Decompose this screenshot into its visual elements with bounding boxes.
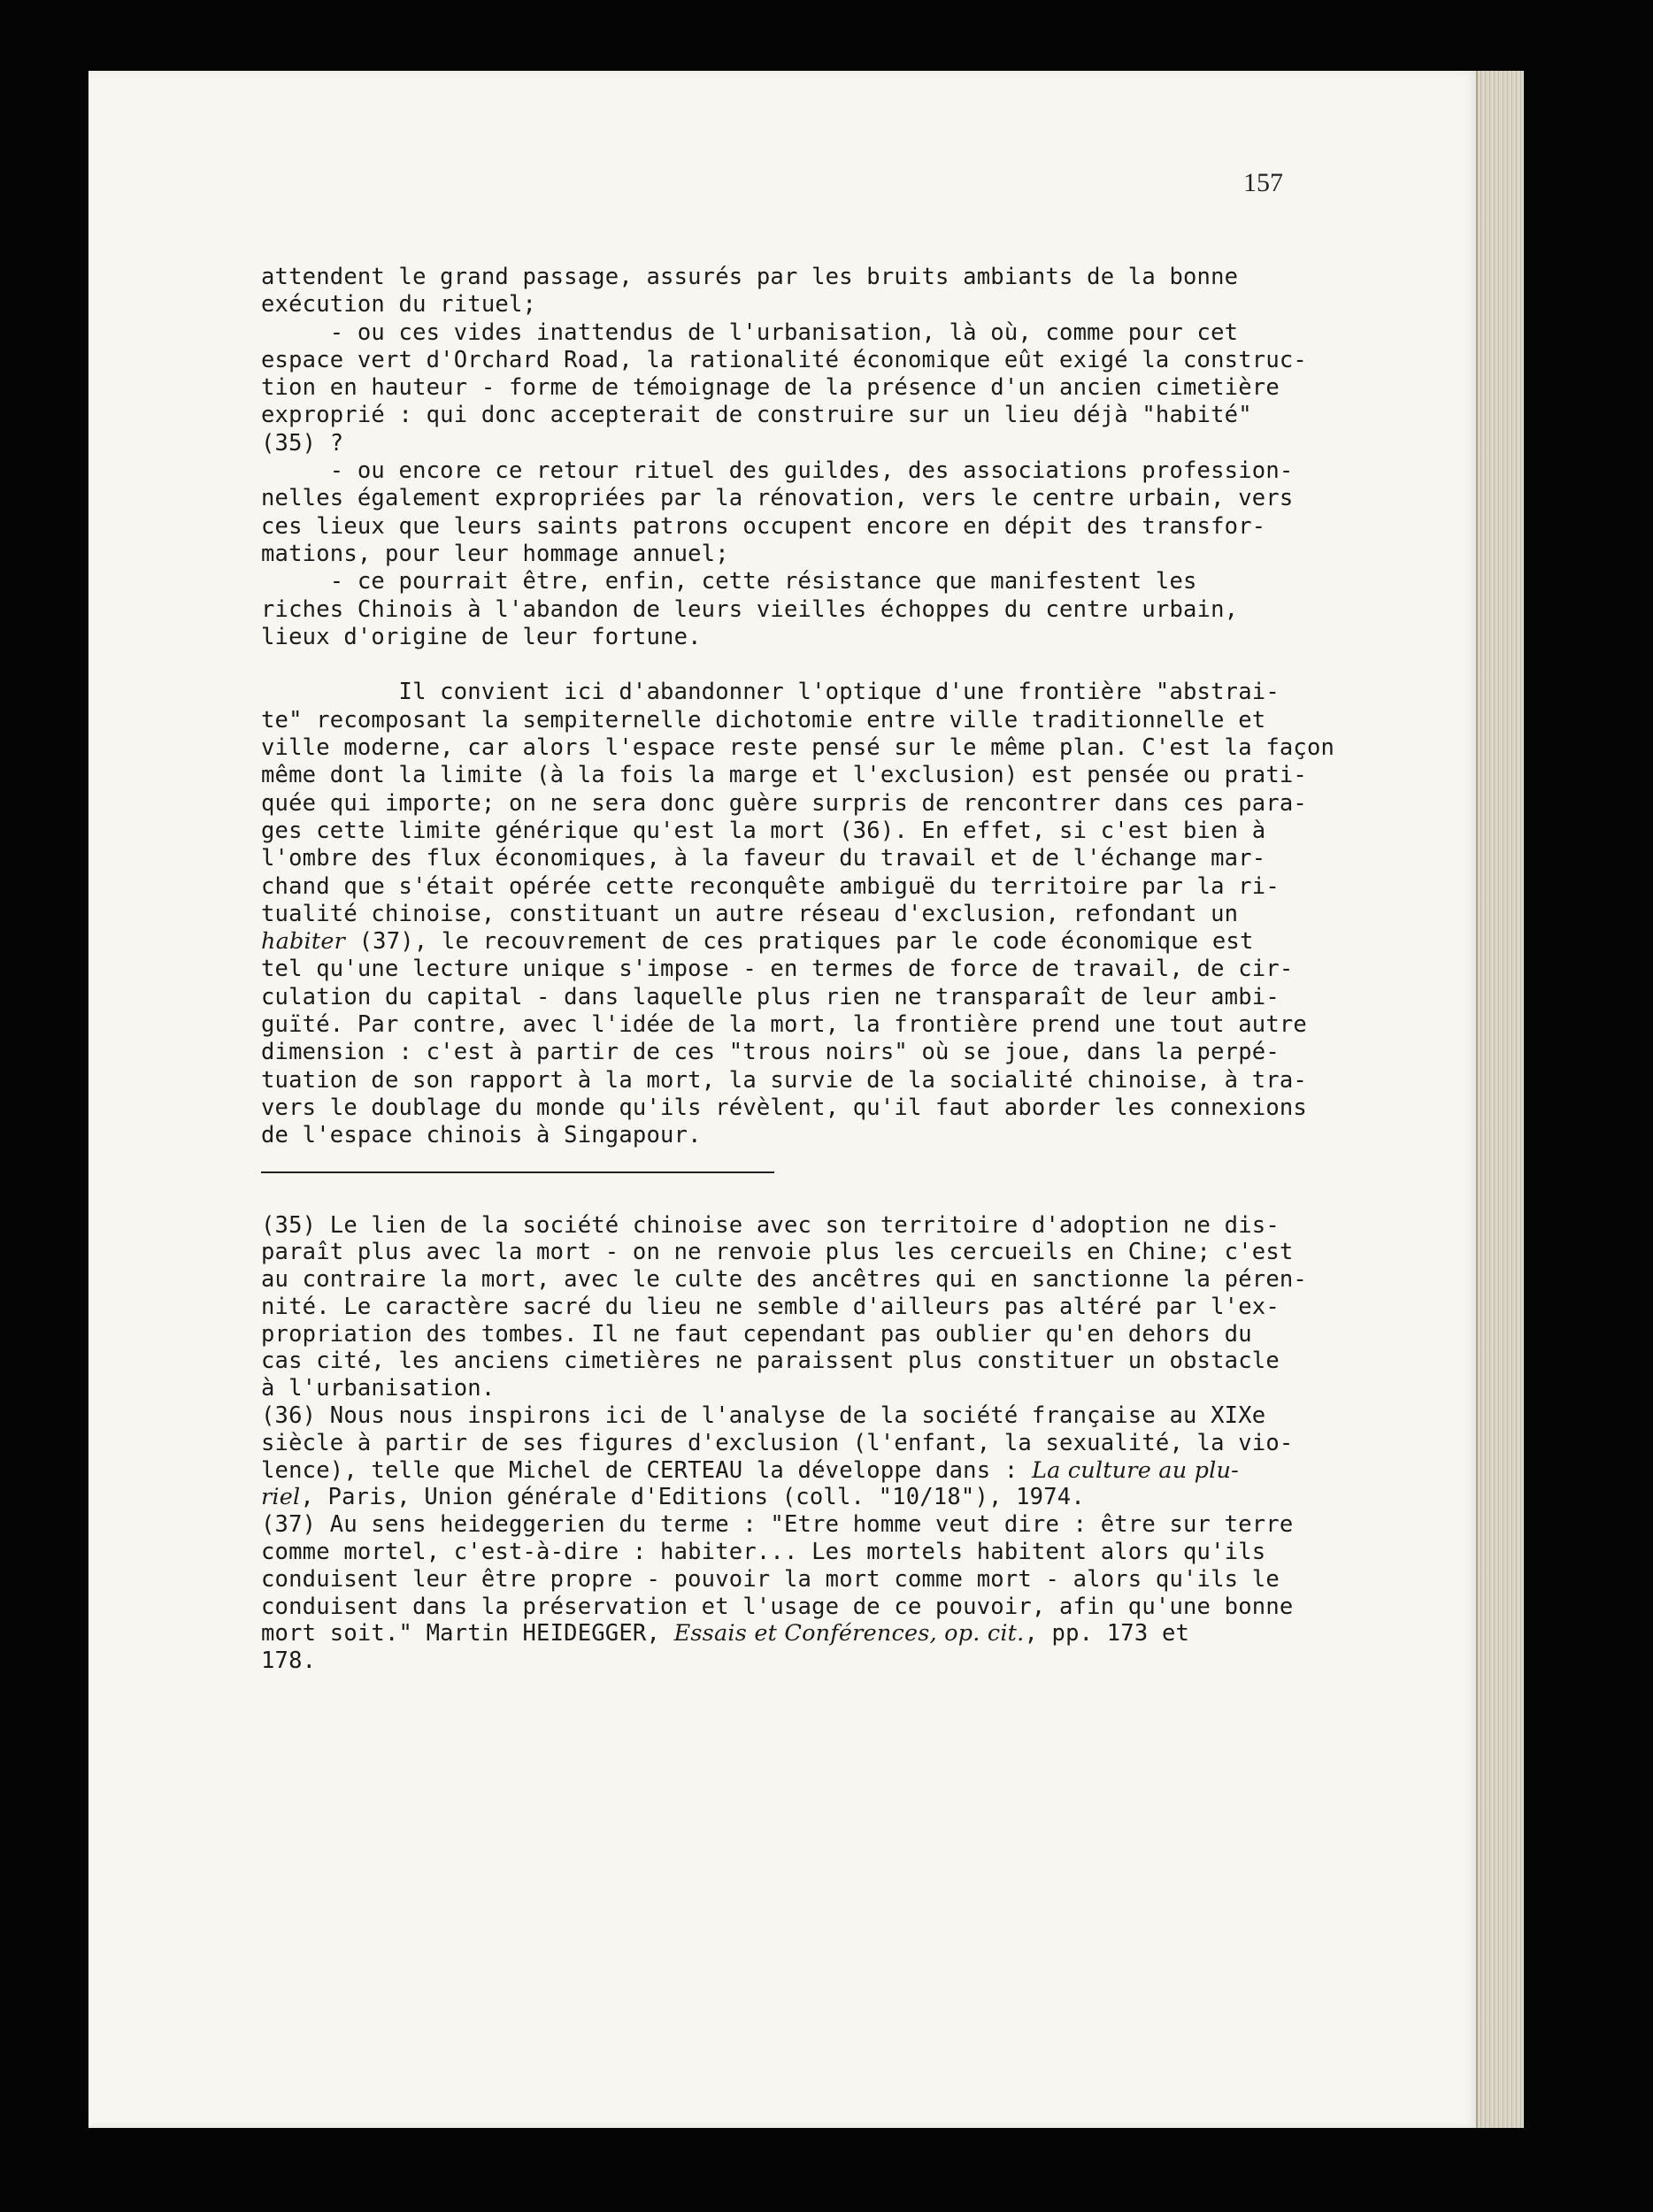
text-line: guïté. Par contre, avec l'idée de la mort, la frontière prend une tout autre [261, 1011, 1307, 1039]
text-line: de l'espace chinois à Singapour. [261, 1122, 702, 1149]
footnote-line: (35) Le lien de la société chinoise avec son territoire d'adoption ne dis- [261, 1211, 1280, 1239]
text-line: exécution du rituel; [261, 291, 537, 319]
text-line: mations, pour leur hommage annuel; [261, 540, 729, 567]
text-span: (37), le recouvrement de ces pratiques par le code économique est [345, 928, 1254, 956]
text-line: l'ombre des flux économiques, à la faveur du travail et de l'échange mar- [261, 845, 1266, 872]
text-line: - ou encore ce retour rituel des guildes, des associations profession- [261, 457, 1294, 485]
paragraph [261, 679, 1358, 1149]
text-line: - ce pourrait être, enfin, cette résistance que manifestent les [261, 568, 1197, 595]
footnote-line [261, 1457, 1358, 1485]
page-edges [1476, 71, 1524, 2128]
footnote-rule [261, 1171, 774, 1173]
text-line: tion en hauteur - forme de témoignage de la présence d'un ancien cimetière [261, 374, 1280, 402]
text-line: chand que s'était opérée cette reconquête ambiguë du territoire par la ri- [261, 872, 1280, 900]
text-line: riches Chinois à l'abandon de leurs vieilles échoppes du centre urbain, [261, 595, 1239, 623]
footnote-line: conduisent leur être propre - pouvoir la mort comme mort - alors qu'ils le [261, 1565, 1280, 1593]
body-block [261, 264, 1358, 651]
footnote-line [261, 1484, 1358, 1511]
italic-title: La culture au plu- [1031, 1456, 1239, 1484]
footnotes [261, 1212, 1358, 1676]
text-line: lieux d'origine de leur fortune. [261, 623, 702, 650]
text-line: tel qu'une lecture unique s'impose - en termes de force de travail, de cir- [261, 956, 1294, 983]
text-line: ces lieux que leurs saints patrons occupent encore en dépit des transfor- [261, 512, 1266, 540]
text-line: (35) ? [261, 429, 344, 457]
text-span: , Paris, Union générale d'Editions (coll. "10/18"), 1974. [300, 1484, 1085, 1511]
footnote-line: siècle à partir de ses figures d'exclusion (l'enfant, la sexualité, la vio- [261, 1429, 1294, 1456]
text-line: espace vert d'Orchard Road, la rationalité économique eût exigé la construc- [261, 346, 1307, 373]
text-line: même dont la limite (à la fois la marge et l'exclusion) est pensée ou prati- [261, 762, 1307, 789]
paragraph-gap [261, 651, 1358, 679]
text-span: lence), telle que Michel de CERTEAU la développe dans : [261, 1456, 1032, 1484]
footnote-line: au contraire la mort, avec le culte des ancêtres qui en sanctionne la péren- [261, 1266, 1307, 1294]
text-line: te" recomposant la sempiternelle dichotomie entre ville traditionnelle et [261, 706, 1266, 733]
page-text [261, 264, 1358, 1675]
text-span: mort soit." Martin HEIDEGGER, [261, 1620, 674, 1647]
italic-word: habiter [261, 928, 346, 956]
text-line: dimension : c'est à partir de ces "trous noirs" où se joue, dans la perpé- [261, 1039, 1280, 1066]
text-span: , pp. 173 et [1024, 1620, 1190, 1647]
text-line: Il convient ici d'abandonner l'optique d'une frontière "abstrai- [261, 679, 1280, 706]
footnote-line: 178. [261, 1647, 317, 1675]
italic-title: riel [261, 1484, 301, 1511]
text-line [261, 928, 1358, 956]
text-line: - ou ces vides inattendus de l'urbanisation, là où, comme pour cet [261, 319, 1239, 346]
text-line: nelles également expropriées par la rénovation, vers le centre urbain, vers [261, 485, 1294, 512]
footnote-line: propriation des tombes. Il ne faut cependant pas oublier qu'en dehors du [261, 1320, 1252, 1348]
italic-title: Essais et Conférences, op. cit. [673, 1620, 1025, 1647]
footnote-line: paraît plus avec la mort - on ne renvoie plus les cercueils en Chine; c'est [261, 1239, 1294, 1266]
footnote-line: à l'urbanisation. [261, 1375, 496, 1402]
footnote-line: comme mortel, c'est-à-dire : habiter... Les mortels habitent alors qu'ils [261, 1539, 1266, 1566]
text-line: attendent le grand passage, assurés par les bruits ambiants de la bonne [261, 264, 1239, 290]
footnote-line: cas cité, les anciens cimetières ne paraissent plus constituer un obstacle [261, 1348, 1280, 1375]
text-line: tualité chinoise, constituant un autre réseau d'exclusion, refondant un [261, 900, 1239, 927]
text-line: ville moderne, car alors l'espace reste pensé sur le même plan. C'est la façon [261, 734, 1335, 762]
footnote-line: nité. Le caractère sacré du lieu ne semble d'ailleurs pas altéré par l'ex- [261, 1293, 1280, 1320]
footnote-line: (36) Nous nous inspirons ici de l'analyse de la société française au XIXe [261, 1402, 1266, 1430]
footnote-line: (37) Au sens heideggerien du terme : "Etre homme veut dire : être sur terre [261, 1511, 1294, 1539]
page-number: 157 [1243, 168, 1283, 197]
footnote-line [261, 1620, 1358, 1647]
text-line: culation du capital - dans laquelle plus rien ne transparaît de leur ambi- [261, 983, 1280, 1010]
footnote-line: conduisent dans la préservation et l'usage de ce pouvoir, afin qu'une bonne [261, 1593, 1294, 1620]
text-line: exproprié : qui donc accepterait de construire sur un lieu déjà "habité" [261, 402, 1252, 429]
text-line: quée qui importe; on ne sera donc guère surpris de rencontrer dans ces para- [261, 789, 1307, 817]
text-line: vers le doublage du monde qu'ils révèlent, qu'il faut aborder les connexions [261, 1094, 1307, 1121]
text-line: ges cette limite générique qu'est la mort (36). En effet, si c'est bien à [261, 817, 1266, 844]
text-line: tuation de son rapport à la mort, la survie de la socialité chinoise, à tra- [261, 1066, 1307, 1094]
